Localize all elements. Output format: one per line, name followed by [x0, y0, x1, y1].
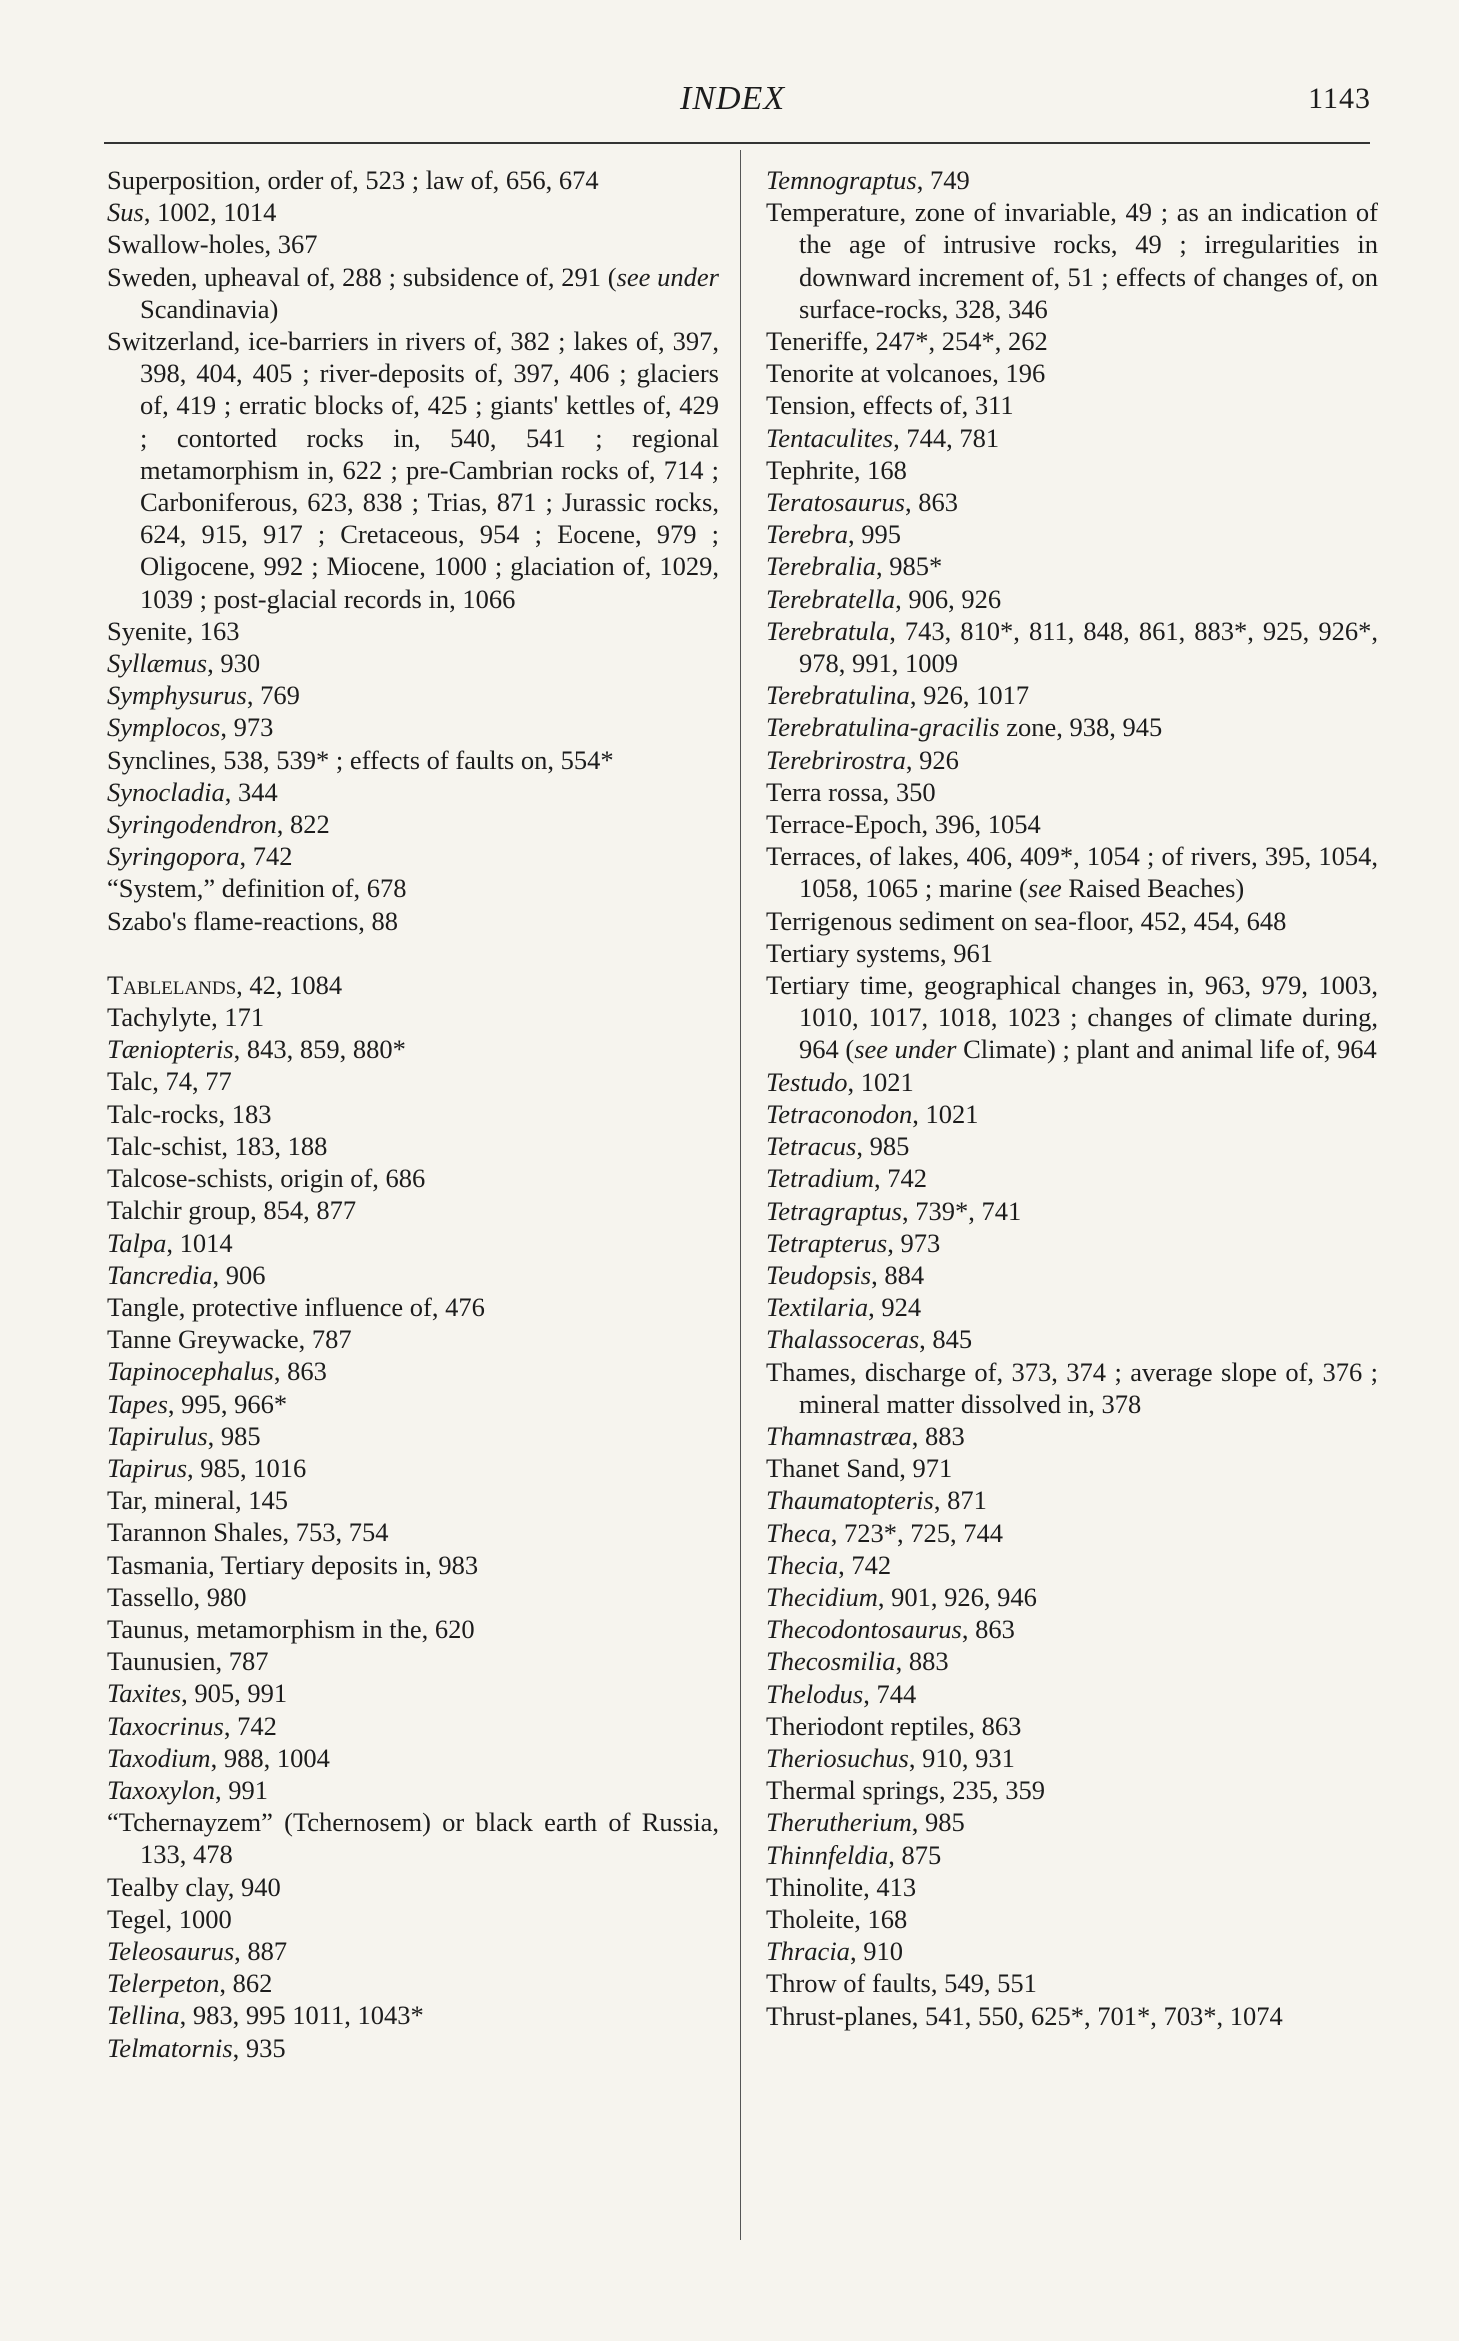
index-entry: Terra rossa, 350	[766, 776, 936, 807]
index-entry: Talc-schist, 183, 188	[107, 1130, 328, 1161]
index-entry: Tarannon Shales, 753, 754	[107, 1517, 389, 1548]
index-entry: Thecia, 742	[766, 1549, 892, 1580]
page-title: INDEX	[680, 80, 786, 117]
index-entry: Terebratula, 743, 810*, 811, 848, 861, 883*, 925, 926*, 978, 991, 1009	[766, 615, 1378, 679]
index-entry: Taxites, 905, 991	[107, 1678, 288, 1709]
index-entry: Thaumatopteris, 871	[766, 1485, 987, 1516]
index-entry: Theriodont reptiles, 863	[766, 1710, 1022, 1741]
index-entry: Textilaria, 924	[766, 1292, 922, 1323]
index-entry: Thinnfeldia, 875	[766, 1839, 942, 1870]
index-entry: Thanet Sand, 971	[766, 1453, 953, 1484]
index-entry: Talpa, 1014	[107, 1227, 233, 1258]
index-entry: Tentaculites, 744, 781	[766, 422, 1000, 453]
index-entry: Taxoxylon, 991	[107, 1774, 268, 1805]
index-entry: Talchir group, 854, 877	[107, 1195, 357, 1226]
index-entry: Tapirus, 985, 1016	[107, 1452, 307, 1483]
index-entry: Thamnastræa, 883	[766, 1420, 965, 1451]
index-entry: Thelodus, 744	[766, 1678, 917, 1709]
index-entry: Tancredia, 906	[107, 1259, 266, 1290]
index-entry: Tertiary time, geographical changes in, 963, 979, 1003, 1010, 1017, 1018, 1023 ; changes of climate during, 964 (see under Climate) ; plant and animal life of, 964	[766, 970, 1378, 1065]
index-entry: Terraces, of lakes, 406, 409*, 1054 ; of rivers, 395, 1054, 1058, 1065 ; marine (see Raised Beaches)	[766, 841, 1378, 904]
index-entry: Thermal springs, 235, 359	[766, 1775, 1045, 1806]
index-entry: Szabo's flame-reactions, 88	[107, 905, 399, 936]
index-entry: Symplocos, 973	[107, 712, 274, 743]
index-entry: Tellina, 983, 995 1011, 1043*	[107, 2000, 424, 2031]
index-entry: Tar, mineral, 145	[107, 1485, 289, 1516]
index-entry: Talc, 74, 77	[107, 1066, 232, 1097]
index-entry: Tablelands, 42, 1084	[107, 969, 343, 1000]
index-entry: Synocladia, 344	[107, 776, 278, 807]
index-entry: Talcose-schists, origin of, 686	[107, 1163, 426, 1194]
index-entry: Syllæmus, 930	[107, 648, 261, 679]
page-number: 1143	[1308, 82, 1371, 115]
index-entry: Teudopsis, 884	[766, 1259, 925, 1290]
index-entry: Thinolite, 413	[766, 1871, 917, 1902]
index-entry: “System,” definition of, 678	[107, 873, 407, 904]
index-entry: Sweden, upheaval of, 288 ; subsidence of, 291 (see under Scandinavia)	[107, 261, 719, 324]
index-entry: Thecosmilia, 883	[766, 1646, 949, 1677]
index-entry: Tephrite, 168	[766, 454, 907, 485]
index-entry: Syringopora, 742	[107, 841, 293, 872]
index-entry: Tetradium, 742	[766, 1163, 927, 1194]
index-entry: Taxodium, 988, 1004	[107, 1742, 330, 1773]
index-entry: Terebratulina, 926, 1017	[766, 680, 1030, 711]
index-entry: Therutherium, 985	[766, 1807, 965, 1838]
index-entry: Symphysurus, 769	[107, 680, 300, 711]
index-entry: Tapirulus, 985	[107, 1420, 261, 1451]
index-entry: “Tchernayzem” (Tchernosem) or black earth of Russia, 133, 478	[107, 1807, 719, 1870]
index-entry: Tegel, 1000	[107, 1903, 232, 1934]
index-entry: Tetraconodon, 1021	[766, 1098, 979, 1129]
index-entry: Synclines, 538, 539* ; effects of faults on, 554*	[107, 744, 614, 775]
index-entry: Temnograptus, 749	[766, 165, 970, 195]
index-entry: Teratosaurus, 863	[766, 487, 958, 518]
index-entry: Tetrapterus, 973	[766, 1227, 941, 1258]
index-entry: Theca, 723*, 725, 744	[766, 1517, 1004, 1548]
index-entry: Terrace-Epoch, 396, 1054	[766, 809, 1041, 840]
index-entry: Tetracus, 985	[766, 1131, 910, 1162]
header-rule	[104, 142, 1370, 144]
index-entry: Terebralia, 985*	[766, 551, 943, 582]
index-entry: Temperature, zone of invariable, 49 ; as an indication of the age of intrusive rocks, 49 ; irregularities in downward increment of, 51 ; effects of changes of, on surface-rocks, 328, 346	[766, 197, 1378, 324]
index-entry: Tetragraptus, 739*, 741	[766, 1195, 1022, 1226]
index-entry: Terebra, 995	[766, 519, 901, 550]
index-entry: Thrust-planes, 541, 550, 625*, 701*, 703*, 1074	[766, 2000, 1283, 2031]
index-entry: Telmatornis, 935	[107, 2032, 286, 2063]
index-entry: Switzerland, ice-barriers in rivers of, 382 ; lakes of, 397, 398, 404, 405 ; river-deposits of, 397, 406 ; glaciers of, 419 ; erratic blocks of, 425 ; giants' kettles of, 429 ; contorted rocks in, 540, 541 ; regional metamorphism in, 622 ; pre-Cambrian rocks of, 714 ; Carboniferous, 623, 838 ; Trias, 871 ; Jurassic rocks, 624, 915, 917 ; Cretaceous, 954 ; Eocene, 979 ; Oligocene, 992 ; Miocene, 1000 ; glaciation of, 1029, 1039 ; post-glacial records in, 1066	[107, 326, 719, 614]
index-entry: Taunusien, 787	[107, 1646, 269, 1677]
index-entry: Tapes, 995, 966*	[107, 1388, 288, 1419]
index-entry: Thames, discharge of, 373, 374 ; average slope of, 376 ; mineral matter dissolved in, 378	[766, 1356, 1378, 1419]
index-entry: Tanne Greywacke, 787	[107, 1324, 352, 1355]
index-entry: Syenite, 163	[107, 615, 240, 646]
index-entry: Terebratella, 906, 926	[766, 583, 1002, 614]
index-entry: Tassello, 980	[107, 1581, 247, 1612]
index-entry: Tapinocephalus, 863	[107, 1356, 327, 1387]
index-entry: Thecodontosaurus, 863	[766, 1614, 1015, 1645]
index-entry: Thracia, 910	[766, 1936, 903, 1967]
index-entry: Telerpeton, 862	[107, 1968, 273, 1999]
index-entry: Tholeite, 168	[766, 1903, 908, 1934]
index-entry: Terebrirostra, 926	[766, 744, 959, 775]
index-entry: Tæniopteris, 843, 859, 880*	[107, 1034, 406, 1065]
index-entry: Teleosaurus, 887	[107, 1935, 288, 1966]
index-entry: Tachylyte, 171	[107, 1002, 265, 1033]
index-entry: Swallow-holes, 367	[107, 229, 318, 260]
index-entry: Sus, 1002, 1014	[107, 197, 277, 228]
index-entry: Tasmania, Tertiary deposits in, 983	[107, 1549, 479, 1580]
index-entry: Testudo, 1021	[766, 1066, 914, 1097]
index-entry: Tenorite at volcanoes, 196	[766, 358, 1046, 389]
index-entry: Teneriffe, 247*, 254*, 262	[766, 326, 1048, 357]
index-entry: Tension, effects of, 311	[766, 390, 1014, 421]
index-column-right	[766, 164, 1378, 2032]
index-entry: Tertiary systems, 961	[766, 937, 994, 968]
index-entry: Tangle, protective influence of, 476	[107, 1291, 485, 1322]
index-entry: Theriosuchus, 910, 931	[766, 1742, 1015, 1773]
column-divider	[740, 150, 741, 2240]
index-entry: Tealby clay, 940	[107, 1871, 281, 1902]
running-head	[0, 80, 1459, 124]
index-entry: Thecidium, 901, 926, 946	[766, 1581, 1037, 1612]
index-entry: Talc-rocks, 183	[107, 1098, 272, 1129]
index-entry: Superposition, order of, 523 ; law of, 656, 674	[107, 165, 599, 195]
index-entry: Thalassoceras, 845	[766, 1324, 973, 1355]
index-entry: Terebratulina-gracilis zone, 938, 945	[766, 712, 1163, 743]
index-entry: Taxocrinus, 742	[107, 1710, 277, 1741]
index-entry: Taunus, metamorphism in the, 620	[107, 1613, 475, 1644]
index-column-left	[107, 164, 719, 2064]
index-entry: Syringodendron, 822	[107, 809, 330, 840]
index-entry: Terrigenous sediment on sea-floor, 452, 454, 648	[766, 905, 1287, 936]
index-entry: Throw of faults, 549, 551	[766, 1968, 1037, 1999]
